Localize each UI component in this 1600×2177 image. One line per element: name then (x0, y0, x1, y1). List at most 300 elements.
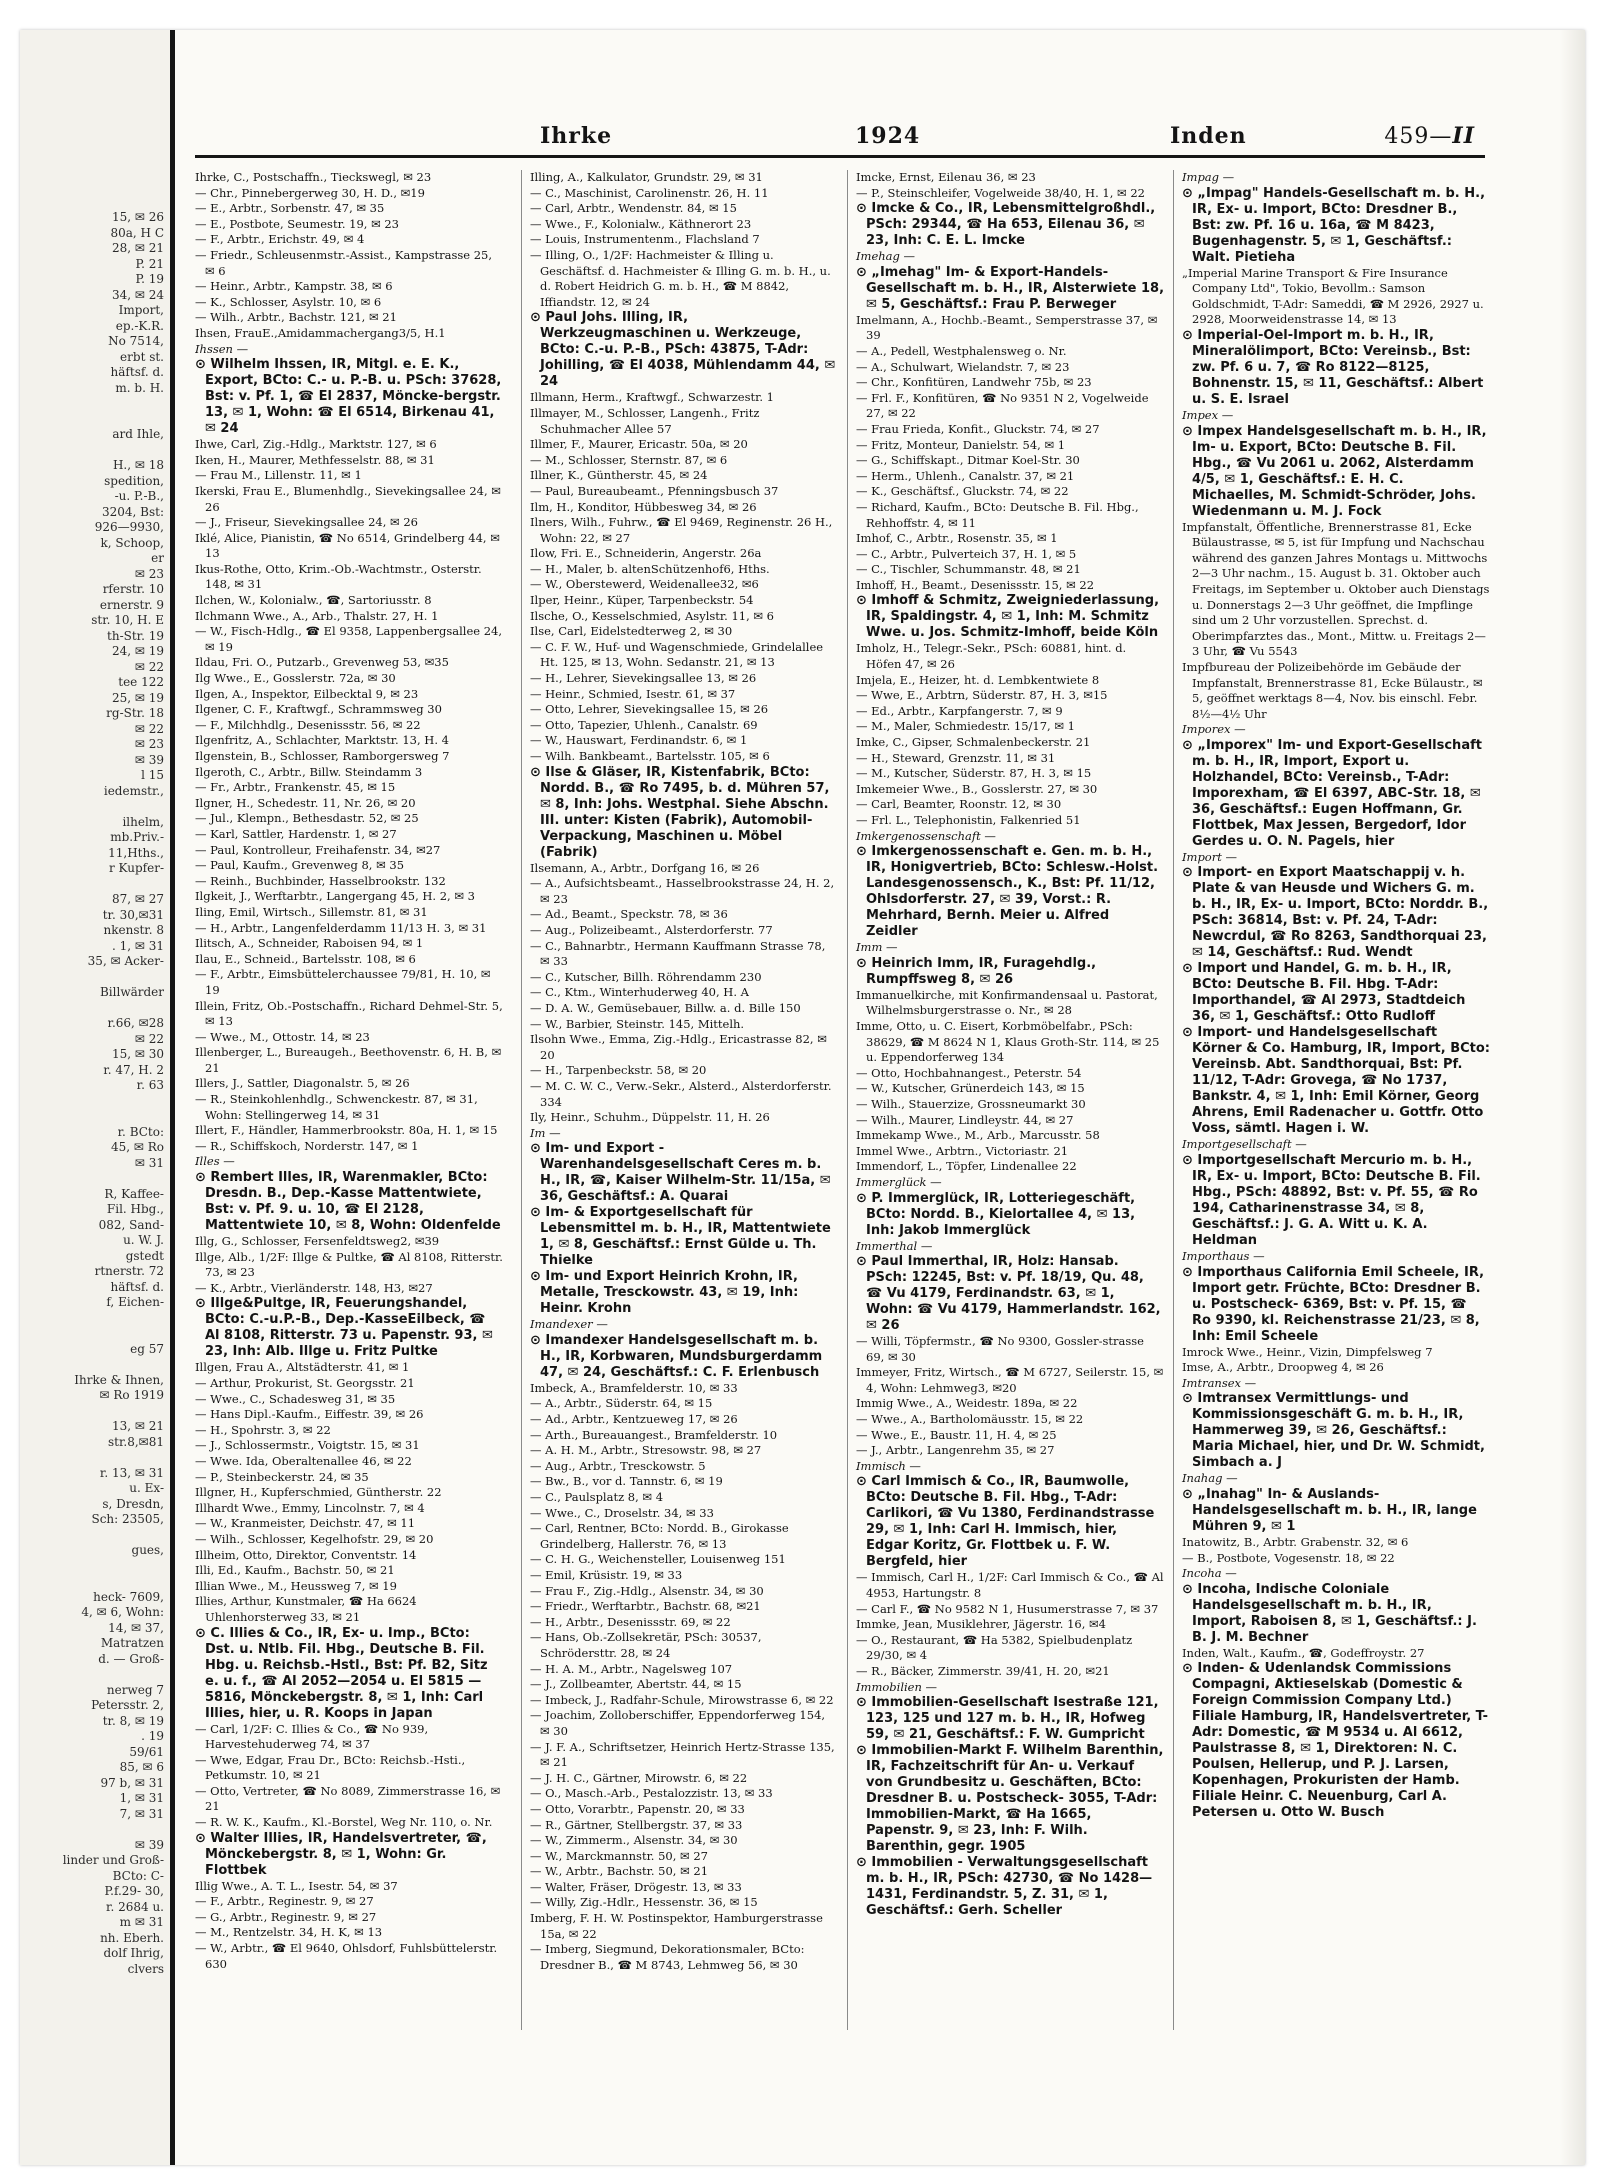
facing-page-fragment: ✉ Ro 1919 (99, 1388, 164, 1402)
page-edge-shadow (1560, 30, 1585, 2165)
directory-entry: — Wilh., Stauerzize, Grossneumarkt 30 (856, 1096, 1086, 1111)
directory-entry: — Carl, Beamter, Roonstr. 12, ✉ 30 (856, 797, 1062, 812)
directory-entry: Illert, F., Händler, Hammerbrookstr. 80a, H. 1, ✉ 15 (195, 1123, 498, 1138)
facing-page-fragment: Petersstr. 2, (91, 1698, 164, 1712)
directory-entry: — P., Steinbeckerstr. 24, ✉ 35 (195, 1469, 369, 1484)
guide-word-left: Ihrke (540, 123, 613, 149)
directory-entry: — Otto, Lehrer, Sievekingsallee 15, ✉ 26 (530, 702, 769, 717)
directory-entry: ⊙ Im- und Export - Warenhandelsgesellschaft Ceres m. b. H., IR, ☎, Kaiser Wilhelm-Str. 11/15a, ✉ 36, Geschäftsf.: A. Quarai (530, 1141, 831, 1205)
directory-entry: Ihssen — (195, 341, 249, 356)
directory-entry: — Walter, Fräser, Drögestr. 13, ✉ 33 (530, 1879, 742, 1894)
facing-page-fragment: r. 13, ✉ 31 (99, 1465, 164, 1480)
directory-entry: Ilow, Fri. E., Schneiderin, Angerstr. 26a (530, 546, 762, 561)
directory-entry: — Aug., Arbtr., Tresckowstr. 5 (530, 1458, 706, 1473)
directory-entry: ⊙ Incoha, Indische Coloniale Handelsgesellschaft m. b. H., IR, Import, Raboisen 8, ✉ 1, Geschäftsf.: J. B. J. M. Bechner (1182, 1581, 1477, 1645)
directory-entry: ⊙ Illge&Pultge, IR, Feuerungshandel, BCto: C.-u.P.-B., Dep.-KasseEilbeck, ☎ Al 8108, Ritterstr. 73 u. Papenstr. 93, ✉ 23, Inh: Alb. Illge u. Fritz Pultke (195, 1296, 493, 1360)
directory-entry: ⊙ P. Immerglück, IR, Lotteriegeschäft, BCto: Nordd. B., Kielortallee 4, ✉ 13, Inh: Jakob Immerglück (856, 1190, 1136, 1238)
facing-page-fragment: Sch: 23505, (91, 1512, 164, 1526)
directory-entry: Imke, C., Gipser, Schmalenbeckerstr. 21 (856, 735, 1091, 750)
facing-page-fragment: f, Eichen- (106, 1295, 164, 1309)
directory-column-4 (1173, 170, 1490, 2030)
directory-entry: Import — (1182, 849, 1238, 864)
directory-entry: — O., Restaurant, ☎ Ha 5382, Spielbudenplatz 29/30, ✉ 4 (856, 1632, 1133, 1663)
facing-page-fragment: tr. 30,✉31 (102, 907, 164, 922)
directory-entry: Ildau, Fri. O., Putzarb., Grevenweg 53, ✉35 (195, 655, 449, 670)
directory-entry: — Frau F., Zig.-Hdlg., Alsenstr. 34, ✉ 30 (530, 1583, 764, 1598)
directory-entry: — J., Zollbeamter, Abertstr. 44, ✉ 15 (530, 1677, 742, 1692)
directory-entry: Ilchen, W., Kolonialw., ☎, Sartoriusstr. 8 (195, 593, 432, 608)
directory-entry: ⊙ Imperial-Oel-Import m. b. H., IR, Mineralölimport, BCto: Vereinsb., Bst: zw. Pf. 6 u. 7, ☎ Ro 8122—8125, Bohnenstr. 15, ✉ 11, Geschäftsf.: Albert u. S. E. Israel (1182, 327, 1484, 407)
directory-entry: Illheim, Otto, Direktor, Conventstr. 14 (195, 1547, 417, 1562)
directory-entry: — H. A. M., Arbtr., Nagelsweg 107 (530, 1661, 733, 1676)
directory-entry: — Hans Dipl.-Kaufm., Eiffestr. 39, ✉ 26 (195, 1407, 424, 1422)
facing-page-fragment: str.8,✉81 (108, 1434, 164, 1449)
facing-page-fragment: 45, ✉ Ro (110, 1140, 164, 1154)
directory-entry: — E., Postbote, Seumestr. 19, ✉ 23 (195, 216, 399, 231)
facing-page-fragment: er (151, 551, 164, 565)
directory-entry: ⊙ „Inahag" In- & Auslands-Handelsgesellschaft m. b. H., IR, lange Mühren 9, ✉ 1 (1182, 1487, 1477, 1535)
directory-entry: Ilau, E., Schneid., Bartelsstr. 108, ✉ 6 (195, 951, 416, 966)
directory-entry: ⊙ Importgesellschaft Mercurio m. b. H., IR, Ex- u. Import, BCto: Deutsche B. Fil. Hbg., PSch: 48892, Bst: v. Pf. 55, ☎ Ro 194, Catharinenstrasse 34, ✉ 8, Geschäftsf.: J. G. A. Witt u. K. A. Heldman (1182, 1153, 1481, 1249)
directory-entry: — M., Maler, Schmiedestr. 15/17, ✉ 1 (856, 719, 1075, 734)
directory-entry: — W., Arbtr., Bachstr. 50, ✉ 21 (530, 1864, 709, 1879)
directory-entry: Illgner, H., Kupferschmied, Güntherstr. 22 (195, 1485, 442, 1500)
directory-entry: ⊙ Im- & Exportgesellschaft für Lebensmittel m. b. H., IR, Mattentwiete 1, ✉ 8, Geschäftsf.: Ernst Gülde u. Th. Thielke (530, 1205, 831, 1269)
facing-page-fragment: rtnerstr. 72 (94, 1264, 164, 1278)
directory-entry: — Emil, Krüsistr. 19, ✉ 33 (530, 1568, 683, 1582)
directory-entry: Imm — (856, 940, 898, 955)
facing-page-fragment (24, 1667, 164, 1683)
directory-entry: Immke, Jean, Musiklehrer, Jägerstr. 16, ✉4 (856, 1617, 1106, 1632)
directory-entry: Imkergenossenschaft — (856, 828, 996, 843)
directory-entry: — Paul, Kaufm., Grevenweg 8, ✉ 35 (195, 858, 405, 873)
directory-entry: — K., Schlosser, Asylstr. 10, ✉ 6 (195, 294, 382, 309)
directory-entry: Imkemeier Wwe., B., Gosslerstr. 27, ✉ 30 (856, 781, 1098, 796)
directory-entry: Impex — (1182, 407, 1234, 422)
facing-page-fragment: 7, ✉ 31 (119, 1806, 164, 1821)
facing-page-fragment: P. 21 (135, 256, 164, 271)
directory-entry: Ilm, H., Konditor, Hübbesweg 34, ✉ 26 (530, 499, 757, 514)
directory-entry: Imcke, Ernst, Eilenau 36, ✉ 23 (856, 170, 1036, 184)
facing-page-fragment: mb.Priv.- (110, 830, 164, 844)
directory-entry: Ihsen, FrauE.,Amidammachergang3/5, H.1 (195, 325, 446, 340)
directory-entry: — C., Ktm., Winterhuderweg 40, H. A (530, 985, 749, 1000)
directory-entry: Ilsche, O., Kesselschmied, Asylstr. 11, ✉ 6 (530, 608, 774, 623)
directory-entry: — Bw., B., vor d. Tannstr. 6, ✉ 19 (530, 1474, 723, 1489)
directory-entry: Imberg, F. H. W. Postinspektor, Hamburgerstrasse 15a, ✉ 22 (530, 1911, 823, 1941)
directory-entry: Ihwe, Carl, Zig.-Hdlg., Marktstr. 127, ✉ 6 (195, 437, 437, 452)
directory-entry: — A. H. M., Arbtr., Stresowstr. 98, ✉ 27 (530, 1443, 762, 1458)
facing-page-fragment: No 7514, (108, 334, 164, 348)
directory-entry: Ilgen, A., Inspektor, Eilbecktal 9, ✉ 23 (195, 686, 419, 701)
directory-entry: — M., Schlosser, Sternstr. 87, ✉ 6 (530, 452, 728, 467)
directory-entry: — W., Barbier, Steinstr. 145, Mittelh. (530, 1016, 745, 1031)
directory-entry: ⊙ „Imporex" Im- und Export-Gesellschaft m. b. H., IR, Import, Export u. Holzhandel, BCto: Vereinsb., T-Adr: Imporexham, ☎ El 6397, ABC-Str. 18, ✉ 36, Geschäftsf.: Eugen Hoffmann, Gr. Flottbek, Max Jessen, Bergedorf, Idor Gerdes u. O. N. Pagels, hier (1182, 737, 1482, 849)
facing-page-fragment: eg 57 (130, 1341, 164, 1356)
facing-page-fragment: nkenstr. 8 (103, 923, 164, 937)
directory-entry: — C. H. G., Weichensteller, Louisenweg 151 (530, 1552, 786, 1567)
directory-entry: — C., Arbtr., Pulverteich 37, H. 1, ✉ 5 (856, 546, 1077, 561)
facing-page-fragment: ✉ 22 (134, 1031, 164, 1046)
directory-entry: — M., Kutscher, Süderstr. 87, H. 3, ✉ 15 (856, 766, 1092, 781)
directory-entry: — Ad., Beamt., Speckstr. 78, ✉ 36 (530, 907, 728, 922)
directory-entry: — H., Spohrstr. 3, ✉ 22 (195, 1422, 331, 1437)
facing-page-fragment (24, 1326, 164, 1342)
facing-page-fragment: rferstr. 10 (102, 582, 164, 596)
directory-entry: — C., Bahnarbtr., Hermann Kauffmann Strasse 78, ✉ 33 (530, 938, 826, 969)
directory-entry: Importgesellschaft — (1182, 1137, 1307, 1152)
facing-page-fragment: rg-Str. 18 (106, 706, 164, 720)
facing-page-fragment: nh. Eberh. (100, 1930, 164, 1945)
directory-entry: — Aug., Polizeibeamt., Alsterdorferstr. 77 (530, 922, 773, 937)
directory-entry: Immel Wwe., Arbtrn., Victoriastr. 21 (856, 1143, 1069, 1158)
directory-entry: Ihrke, C., Postschaffn., Tieckswegl, ✉ 23 (195, 170, 432, 184)
directory-entry: — K., Arbtr., Vierländerstr. 148, H3, ✉27 (195, 1280, 433, 1295)
directory-entry: Immeyer, Fritz, Wirtsch., ☎ M 6727, Seilerstr. 15, ✉ 4, Wohn: Lehmweg3, ✉20 (856, 1365, 1164, 1395)
facing-page-fragment: . 1, ✉ 31 (111, 938, 164, 953)
directory-entry: — Louis, Instrumentenm., Flachsland 7 (530, 232, 760, 247)
facing-page-fragment: 15, ✉ 30 (111, 1047, 164, 1061)
facing-page-fragment: iedemstr., (103, 783, 164, 798)
directory-entry: — Frau M., Lillenstr. 11, ✉ 1 (195, 468, 362, 483)
directory-entry: — C., Kutscher, Billh. Röhrendamm 230 (530, 969, 762, 984)
directory-entry: Imme, Otto, u. C. Eisert, Korbmöbelfabr., PSch: 38629, ☎ M 8624 N 1, Klaus Groth-Str. 114, ✉ 25 u. Eppendorferweg 134 (856, 1018, 1160, 1065)
directory-entry: — Wwe., F., Kolonialw., Käthnerort 23 (530, 216, 752, 231)
facing-page-fragment (24, 396, 164, 412)
directory-entry: — A., Schulwart, Wielandstr. 7, ✉ 23 (856, 359, 1070, 374)
facing-page-fragment: häftsf. d. (110, 1279, 164, 1294)
directory-entry: — W., Marckmannstr. 50, ✉ 27 (530, 1848, 708, 1863)
directory-entry: — A., Aufsichtsbeamt., Hasselbrookstrasse 24, H. 2, ✉ 23 (530, 876, 835, 906)
directory-entry: — J. F. A., Schriftsetzer, Heinrich Hertz-Strasse 135, ✉ 21 (530, 1739, 835, 1770)
directory-entry: Impfbureau der Polizeibehörde im Gebäude der Impfanstalt, Brennerstrasse 81, Ecke Bülaustr., ✉ 5, geöffnet werktags 8—4, Nov. bis einschl. Febr. 8½—4½ Uhr (1182, 659, 1483, 721)
facing-page-fragment: dolf Ihrig, (103, 1946, 164, 1960)
facing-page-fragment: tr. 8, ✉ 19 (102, 1713, 164, 1728)
facing-page-fragment (24, 1171, 164, 1187)
directory-entry: Imbeck, A., Bramfelderstr. 10, ✉ 33 (530, 1380, 738, 1395)
directory-entry: — Frl. L., Telephonistin, Falkenried 51 (856, 813, 1081, 827)
facing-page-fragment: str. 10, H. E (91, 613, 164, 627)
directory-entry: Impfanstalt, Öffentliche, Brennerstrasse 81, Ecke Bülaustrasse, ✉ 5, ist für Impfung und Nachschau während des ganzen Jahres Montags u. Mittwochs 2—3 Uhr nachm., 15. August b. 31. Oktober auch Freitags, im September u. Oktober auch Dienstags u. Donnerstags 2—3 Uhr geöffnet, die Impflinge sind um 2 Uhr vorzustellen. Sprechst. d. Oberimpfarztes das., Mont., Mittw. u. Freitags 2—3 Uhr, ☎ Vu 5543 (1182, 519, 1490, 659)
directory-entry: Illein, Fritz, Ob.-Postschaffn., Richard Dehmel-Str. 5, ✉ 13 (195, 998, 503, 1029)
directory-entry: Imse, A., Arbtr., Droopweg 4, ✉ 26 (1182, 1360, 1384, 1375)
directory-entry: Imhoff, H., Beamt., Desenissstr. 15, ✉ 22 (856, 577, 1095, 592)
directory-entry: — J., Schlossermstr., Voigtstr. 15, ✉ 31 (195, 1438, 420, 1453)
directory-entry: Illi, Ed., Kaufm., Bachstr. 50, ✉ 21 (195, 1563, 395, 1578)
facing-page-fragment: ep.-K.R. (115, 318, 164, 333)
directory-entry: Ilgkeit, J., Werftarbtr., Langergang 45, H. 2, ✉ 3 (195, 889, 475, 904)
directory-entry: — Chr., Pinnebergerweg 30, H. D., ✉19 (195, 185, 425, 200)
directory-entry: Immekamp Wwe., M., Arb., Marcusstr. 58 (856, 1128, 1100, 1143)
facing-page-fragment: 13, ✉ 21 (111, 1419, 164, 1433)
facing-page-fragment: Fil. Hbg., (106, 1202, 164, 1216)
directory-entry: ⊙ Paul Johs. Illing, IR, Werkzeugmaschinen u. Werkzeuge, BCto: C.-u. P.-B., PSch: 43875, T-Adr: Johilling, ☎ El 4038, Mühlendamm 44, ✉ 24 (530, 310, 836, 390)
directory-entry: — Hans, Ob.-Zollsekretär, PSch: 30537, Schrödersttr. 28, ✉ 24 (530, 1630, 762, 1660)
facing-page-fragment: r. BCto: (117, 1124, 164, 1139)
facing-page-fragment: ✉ 22 (134, 721, 164, 736)
facing-page-fragment: heck- 7609, (93, 1589, 164, 1604)
directory-entry: ⊙ Paul Immerthal, IR, Holz: Hansab. PSch: 12245, Bst: v. Pf. 18/19, Qu. 48, ☎ Vu 4179, Ferdinandstr. 63, ✉ 1, Wohn: ☎ Vu 4179, Hammerlandstr. 162, ✉ 26 (856, 1254, 1161, 1334)
directory-entry: — M. C. W. C., Verw.-Sekr., Alsterd., Alsterdorferstr. 334 (530, 1078, 832, 1109)
facing-page-fragment: 082, Sand- (98, 1217, 164, 1232)
directory-entry: — W., Oberstewerd, Weidenallee32, ✉6 (530, 577, 759, 592)
facing-page-fragment (24, 1311, 164, 1327)
directory-entry: ⊙ Rembert Illes, IR, Warenmakler, BCto: Dresdn. B., Dep.-Kasse Mattentwiete, Bst: v. Pf. 9. u. 10, ☎ El 2128, Mattentwiete 10, ✉ 8, Wohn: Oldenfelde (195, 1170, 501, 1234)
directory-entry: — H., Steward, Grenzstr. 11, ✉ 31 (856, 750, 1056, 765)
facing-page-fragment (24, 1001, 164, 1017)
directory-entry: — Ad., Arbtr., Kentzueweg 17, ✉ 26 (530, 1412, 738, 1427)
directory-entry: — Ed., Arbtr., Karpfangerstr. 7, ✉ 9 (856, 703, 1063, 718)
directory-entry: — Wilh., Maurer, Lindleystr. 44, ✉ 27 (856, 1112, 1074, 1127)
facing-page-fragment: tee 122 (118, 675, 164, 689)
directory-entry: — Wilh., Schlosser, Kegelhofstr. 29, ✉ 20 (195, 1531, 434, 1546)
directory-entry: — Herm., Uhlenh., Canalstr. 37, ✉ 21 (856, 468, 1075, 483)
facing-page-fragment: ✉ 23 (134, 566, 164, 581)
year-label: 1924 (855, 123, 921, 149)
page-part: II (1452, 123, 1475, 149)
directory-entry: — Paul, Kontrolleur, Freihafenstr. 34, ✉27 (195, 842, 441, 857)
directory-entry: ⊙ Heinrich Imm, IR, Furagehdlg., Rumpffsweg 8, ✉ 26 (856, 955, 1097, 987)
facing-page-fragments (24, 210, 164, 1977)
directory-entry: Ilitsch, A., Schneider, Raboisen 94, ✉ 1 (195, 936, 424, 951)
directory-entry: Importhaus — (1182, 1249, 1265, 1264)
facing-page-fragment (24, 1094, 164, 1110)
directory-entry: — Imbeck, J., Radfahr-Schule, Mirowstrasse 6, ✉ 22 (530, 1692, 834, 1707)
directory-entry: — Wwe. Ida, Oberaltenallee 46, ✉ 22 (195, 1453, 412, 1468)
directory-entry: Ilgener, C. F., Kraftwgf., Schrammsweg 30 (195, 702, 442, 717)
directory-entry: Illner, K., Güntherstr. 45, ✉ 24 (530, 468, 708, 483)
directory-entry: — H., Maler, b. altenSchützenhof6, Hths. (530, 561, 770, 576)
facing-page-fragment: 35, ✉ Acker- (87, 954, 164, 968)
facing-page-fragment (24, 1559, 164, 1575)
directory-entry: — Wwe., A., Bartholomäusstr. 15, ✉ 22 (856, 1412, 1084, 1427)
directory-entry: Immig Wwe., A., Weidestr. 189a, ✉ 22 (856, 1396, 1078, 1411)
directory-entry: — Heinr., Arbtr., Kampstr. 38, ✉ 6 (195, 279, 393, 294)
directory-entry: Inden, Walt., Kaufm., ☎, Godeffroystr. 27 (1182, 1645, 1425, 1660)
directory-entry: Illmann, Herm., Kraftwgf., Schwarzestr. 1 (530, 390, 774, 405)
directory-entry: — H., Arbtr., Langenfelderdamm 11/13 H. 3, ✉ 31 (195, 920, 487, 935)
directory-entry: — Carl, Arbtr., Wendenstr. 84, ✉ 15 (530, 201, 737, 216)
directory-entry: ⊙ Immobilien-Markt F. Wilhelm Barenthin, IR, Fachzeitschrift für An- u. Verkauf von Grundbesitz u. Geschäften, BCto: Dresdner B. u. Postscheck- 3055, T-Adr: Immobilien-Markt, ☎ Ha 1665, Papenstr. 9, ✉ 23, Inh: F. Wilh. Barenthin, gegr. 1905 (856, 1743, 1164, 1855)
directory-entry: — A., Pedell, Westphalensweg o. Nr. (856, 343, 1067, 358)
facing-page-fragment: 926—9930, (94, 520, 164, 534)
directory-entry: — Otto, Vertreter, ☎ No 8089, Zimmerstrasse 16, ✉ 21 (195, 1783, 501, 1814)
directory-entry: — Richard, Kaufm., BCto: Deutsche B. Fil. Hbg., Rehhoffstr. 4, ✉ 11 (856, 499, 1139, 530)
directory-entry: ⊙ Walter Illies, IR, Handelsvertreter, ☎, Mönckebergstr. 8, ✉ 1, Wohn: Gr. Flottbek (195, 1830, 487, 1878)
facing-page-fragment: erbt st. (120, 349, 164, 364)
directory-entry: — Chr., Konfitüren, Landwehr 75b, ✉ 23 (856, 375, 1092, 390)
facing-page-fragment (24, 799, 164, 815)
directory-entry: Ilsohn Wwe., Emma, Zig.-Hdlg., Ericastrasse 82, ✉ 20 (530, 1032, 827, 1062)
directory-entry: — Illing, O., 1/2F: Hachmeister & Illing u. Geschäftsf. d. Hachmeister & Illing G. m. b. H., u. d. Robert Heidrich G. m. b. H., ☎ M 8842, Iffiandstr. 12, ✉ 24 (530, 247, 831, 309)
facing-page-fragment: H., ✉ 18 (112, 458, 164, 472)
directory-entry: Immanuelkirche, mit Konfirmandensaal u. Pastorat, Wilhelmsburgerstrasse o. Nr., ✉ 28 (856, 987, 1158, 1018)
facing-page-fragment (24, 877, 164, 893)
directory-entry: — C., Maschinist, Carolinenstr. 26, H. 11 (530, 185, 769, 200)
facing-page-fragment: 59/61 (129, 1744, 164, 1759)
facing-page-fragment: th-Str. 19 (107, 628, 164, 643)
directory-entry: Immendorf, L., Töpfer, Lindenallee 22 (856, 1159, 1077, 1174)
directory-entry: — F., Arbtr., Reginestr. 9, ✉ 27 (195, 1894, 374, 1909)
directory-entry: — Wwe., E., Baustr. 11, H. 4, ✉ 25 (856, 1427, 1057, 1442)
directory-entry: — F., Arbtr., Eimsbüttelerchaussee 79/81, H. 10, ✉ 19 (195, 967, 491, 997)
directory-entry: Immerglück — (856, 1174, 942, 1189)
directory-entry: Imporex — (1182, 722, 1246, 737)
facing-page-fragment: ernerstr. 9 (99, 597, 164, 612)
facing-page-fragment: gstedt (125, 1248, 164, 1263)
facing-page-fragment: l 15 (141, 768, 164, 782)
facing-page-fragment: m. b. H. (115, 380, 164, 395)
directory-entry: — C. F. W., Huf- und Wagenschmiede, Grindelallee Ht. 125, ✉ 13, Wohn. Sedanstr. 21, ✉ 13 (530, 639, 824, 670)
directory-entry: — J., Friseur, Sievekingsallee 24, ✉ 26 (195, 515, 418, 530)
directory-entry: ⊙ Immobilien - Verwaltungsgesellschaft m. b. H., IR, PSch: 42730, ☎ No 1428—1431, Ferdinandstr. 5, Z. 31, ✉ 1, Geschäftsf.: Gerh. Scheller (856, 1855, 1153, 1919)
directory-entry: — J., Arbtr., Langenrehm 35, ✉ 27 (856, 1443, 1055, 1458)
directory-entry: — Immisch, Carl H., 1/2F: Carl Immisch & Co., ☎ Al 4953, Hartungstr. 8 (856, 1570, 1164, 1601)
facing-page-fragment: ✉ 22 (134, 659, 164, 674)
directory-entry: — Imberg, Siegmund, Dekorationsmaler, BCto: Dresdner B., ☎ M 8743, Lehmweg 56, ✉ 30 (530, 1942, 805, 1972)
directory-column-3 (847, 170, 1164, 2030)
directory-entry: Iken, H., Maurer, Methfesselstr. 88, ✉ 31 (195, 452, 435, 467)
directory-entry: — W., Fisch-Hdlg., ☎ El 9358, Lappenbergsallee 24, ✉ 19 (195, 624, 503, 654)
directory-entry: — Wwe, Edgar, Frau Dr., BCto: Reichsb.-Hsti., Petkumstr. 10, ✉ 21 (195, 1752, 466, 1783)
directory-entry: Ilse, Carl, Eidelstedterweg 2, ✉ 30 (530, 624, 733, 639)
directory-entry: — Wilh. Bankbeamt., Bartelsstr. 105, ✉ 6 (530, 749, 770, 763)
directory-entry: Illge, Alb., 1/2F: Illge & Pultke, ☎ Al 8108, Ritterstr. 73, ✉ 23 (195, 1249, 503, 1280)
directory-entry: Iklé, Alice, Pianistin, ☎ No 6514, Grindelberg 44, ✉ 13 (195, 530, 500, 561)
facing-page-fragment: Import, (118, 303, 164, 317)
directory-entry: ⊙ Immobilien-Gesellschaft Isestraße 121, 123, 125 und 127 m. b. H., IR, Hofweg 59, ✉ 21, Geschäftsf.: F. W. Gumpricht (856, 1695, 1159, 1743)
directory-entry: — M., Rentzelstr. 34, H. K, ✉ 13 (195, 1925, 383, 1940)
directory-entry: — Carl, Rentner, BCto: Nordd. B., Girokasse Grindelberg, Hallerstr. 76, ✉ 13 (530, 1521, 789, 1551)
directory-entry: ⊙ Wilhelm Ihssen, IR, Mitgl. e. E. K., Export, BCto: C.- u. P.-B. u. PSch: 37628, Bst: v. Pf. 1, ☎ El 2837, Möncke-bergstr. 13, ✉ 1, Wohn: ☎ El 6514, Birkenau 41, ✉ 24 (195, 357, 502, 437)
directory-entry: Illmayer, M., Schlosser, Langenh., Fritz Schuhmacher Allee 57 (530, 405, 760, 436)
facing-page-fragment: gues, (131, 1543, 164, 1557)
facing-page-fragment: u. Ex- (129, 1481, 164, 1495)
directory-entry: — Reinh., Buchbinder, Hasselbrookstr. 132 (195, 873, 446, 888)
directory-entry: ⊙ Imandexer Handelsgesellschaft m. b. H., IR, Korbwaren, Mundsburgerdamm 47, ✉ 24, Geschäftsf.: C. F. Erlenbusch (530, 1332, 823, 1380)
directory-entry: — Karl, Sattler, Hardenstr. 1, ✉ 27 (195, 826, 397, 841)
directory-entry: — Wwe., C., Schadesweg 31, ✉ 35 (195, 1391, 396, 1406)
facing-page-fragment (24, 1404, 164, 1420)
directory-entry: — Carl, 1/2F: C. Illies & Co., ☎ No 939, Harvestehuderweg 74, ✉ 37 (195, 1721, 429, 1752)
directory-entry: Ilgner, H., Schedestr. 11, Nr. 26, ✉ 20 (195, 795, 416, 810)
directory-entry: Illhardt Wwe., Emmy, Lincolnstr. 7, ✉ 4 (195, 1500, 425, 1515)
directory-entry: ⊙ Imtransex Vermittlungs- und Kommissionsgeschäft G. m. b. H., IR, Hammerweg 39, ✉ 26, Geschäftsf.: Maria Michael, hier, und Dr. W. Schmidt, Simbach a. J (1182, 1391, 1485, 1471)
facing-page-fragment: ✉ 39 (134, 1837, 164, 1852)
directory-entry: — C., Paulsplatz 8, ✉ 4 (530, 1490, 664, 1505)
directory-entry: — H., Lehrer, Sievekingsallee 13, ✉ 26 (530, 671, 757, 686)
directory-entry: ⊙ „Imehag" Im- & Export-Handels-Gesellschaft m. b. H., IR, Alsterwiete 18, ✉ 5, Geschäftsf.: Frau P. Berweger (856, 264, 1164, 312)
facing-page-fragment: u. W. J. (123, 1233, 164, 1247)
directory-entry: ⊙ „Impag" Handels-Gesellschaft m. b. H., IR, Ex- u. Import, BCto: Dresdner B., Bst: zw. Pf. 16 u. 16a, ☎ M 8423, Bugenhagenstr. 5, ✉ 1, Geschäftsf.: Walt. Pietieha (1182, 185, 1486, 265)
facing-page-fragment: 14, ✉ 37, (108, 1620, 164, 1635)
directory-entry: Immobilien — (856, 1679, 938, 1694)
directory-entry: — Friedr., Werftarbtr., Bachstr. 68, ✉21 (530, 1599, 761, 1614)
facing-page-fragment: 15, ✉ 26 (111, 210, 164, 224)
facing-page-fragment: Matratzen (100, 1636, 164, 1650)
directory-entry: Imholz, H., Telegr.-Sekr., PSch: 60881, hint. d. Höfen 47, ✉ 26 (856, 641, 1127, 672)
directory-entry: Immerthal — (856, 1238, 933, 1253)
directory-entry: Iling, Emil, Wirtsch., Sillemstr. 81, ✉ 31 (195, 904, 428, 919)
directory-entry: Im — (530, 1125, 561, 1140)
directory-entry: — W., Hauswart, Ferdinandstr. 6, ✉ 1 (530, 733, 748, 748)
directory-entry: Ilsemann, A., Arbtr., Dorfgang 16, ✉ 26 (530, 860, 760, 875)
directory-entry: Imelmann, A., Hochb.-Beamt., Semperstrasse 37, ✉ 39 (856, 312, 1158, 343)
directory-entry: Ilg Wwe., E., Gosslerstr. 72a, ✉ 30 (195, 671, 396, 686)
facing-page-fragment: 80a, H C (110, 225, 164, 240)
directory-entry: — G., Schiffskapt., Ditmar Koel-Str. 30 (856, 453, 1080, 468)
facing-page-fragment (24, 1357, 164, 1373)
directory-entry: — E., Arbtr., Sorbenstr. 47, ✉ 35 (195, 201, 385, 216)
facing-page-fragment: ✉ 31 (134, 1155, 164, 1170)
directory-entry: Ilners, Wilh., Fuhrw., ☎ El 9469, Reginenstr. 26 H., Wohn: 22, ✉ 27 (530, 515, 833, 545)
facing-page-fragment: 97 b, ✉ 31 (100, 1775, 164, 1790)
directory-entry: Illgen, Frau A., Altstädterstr. 41, ✉ 1 (195, 1360, 410, 1375)
directory-entry: Illes — (195, 1154, 235, 1169)
directory-entry: — Paul, Bureaubeamt., Pfenningsbusch 37 (530, 483, 779, 498)
directory-entry: ⊙ Import und Handel, G. m. b. H., IR, BCto: Deutsche B. Fil. Hbg. T-Adr: Importhandel, ☎ Al 2973, Stadtdeich 36, ✉ 1, Geschäftsf.: Otto Rudloff (1182, 961, 1466, 1025)
facing-page-fragment (24, 412, 164, 428)
directory-entry: Illian Wwe., M., Heussweg 7, ✉ 19 (195, 1578, 397, 1593)
running-head (195, 115, 1485, 158)
directory-entry: — Wwe, E., Arbtrn, Süderstr. 87, H. 3, ✉15 (856, 688, 1108, 703)
facing-page-fragment: häftsf. d. (110, 365, 164, 379)
directory-entry: — Fritz, Monteur, Danielstr. 54, ✉ 1 (856, 437, 1066, 452)
page-number-value: 459 (1384, 124, 1430, 149)
facing-page-fragment: 87, ✉ 27 (111, 892, 164, 906)
directory-entry: — R., Steinkohlenhdlg., Schwenckestr. 87, ✉ 31, Wohn: Stellingerweg 14, ✉ 31 (195, 1092, 478, 1122)
directory-entry: Ikus-Rothe, Otto, Krim.-Ob.-Wachtmstr., Osterstr. 148, ✉ 31 (195, 561, 482, 592)
directory-entry: ⊙ Import- und Handelsgesellschaft Körner & Co. Hamburg, IR, Import, BCto: Vereinsb. Abt. Sandthorquai, Bst: Pf. 11/12, T-Adr: Grovega, ☎ No 1737, Bankstr. 4, ✉ 1, Inh: Emil Körner, Georg Ahrens, Emil Radenacher u. Gottfr. Otto Voss, sämtl. Hagen i. W. (1182, 1025, 1490, 1137)
directory-entry: — Joachim, Zolloberschiffer, Eppendorferweg 154, ✉ 30 (530, 1708, 826, 1738)
page-number: 459—II (1384, 123, 1475, 149)
facing-page-fragment: 1, ✉ 31 (119, 1791, 164, 1805)
directory-entry: — C., Tischler, Schummanstr. 48, ✉ 21 (856, 562, 1081, 577)
directory-columns (195, 170, 1495, 2030)
facing-page-fragment: 34, ✉ 24 (111, 287, 164, 302)
directory-entry: — Willy, Zig.-Hdlr., Hessenstr. 36, ✉ 15 (530, 1895, 758, 1910)
directory-entry: Incoha — (1182, 1566, 1237, 1581)
directory-entry: — R., Bäcker, Zimmerstr. 39/41, H. 20, ✉21 (856, 1664, 1110, 1678)
directory-entry: Illies, Arthur, Kunstmaler, ☎ Ha 6624 Uhlenhorsterweg 33, ✉ 21 (195, 1594, 417, 1624)
directory-entry: Ilgenstein, B., Schlosser, Ramborgersweg 7 (195, 749, 450, 763)
facing-page-fragment: ✉ 23 (134, 737, 164, 751)
directory-entry: Imandexer — (530, 1317, 608, 1332)
directory-entry: Ily, Heinr., Schuhm., Düppelstr. 11, H. 26 (530, 1110, 770, 1125)
directory-entry: — Arthur, Prokurist, St. Georgsstr. 21 (195, 1376, 415, 1390)
directory-entry: Illmer, F., Maurer, Ericastr. 50a, ✉ 20 (530, 437, 748, 452)
facing-page-fragment: ard Ihle, (112, 427, 164, 441)
directory-entry: — P., Steinschleifer, Vogelweide 38/40, H. 1, ✉ 22 (856, 185, 1145, 200)
directory-entry: — D. A. W., Gemüsebauer, Billw. a. d. Bille 150 (530, 1000, 801, 1015)
directory-entry: — Fr., Arbtr., Frankenstr. 45, ✉ 15 (195, 780, 396, 795)
facing-page-fragment: nerweg 7 (106, 1682, 164, 1697)
directory-entry: — F., Milchhdlg., Desenissstr. 56, ✉ 22 (195, 717, 421, 732)
directory-column-1 (195, 170, 503, 2030)
facing-page-fragment (24, 1528, 164, 1544)
directory-entry: Inahag — (1182, 1471, 1238, 1486)
facing-page-fragment: spedition, (104, 473, 164, 488)
directory-entry: ⊙ Im- und Export Heinrich Krohn, IR, Metalle, Tresckowstr. 43, ✉ 19, Inh: Heinr. Krohn (530, 1269, 799, 1317)
directory-entry: Impag — (1182, 170, 1235, 184)
directory-entry: Imrock Wwe., Heinr., Vizin, Dimpfelsweg 7 (1182, 1344, 1433, 1359)
directory-entry: ⊙ Imkergenossenschaft e. Gen. m. b. H., IR, Honigvertrieb, BCto: Schlesw.-Holst. Landesgenossensch., K., Bst: Pf. 11/12, Ohlsdorferstr. 27, ✉ 39, Vorst.: R. Mehrhard, Bernh. Meier u. Alfred Zeidler (856, 844, 1159, 940)
directory-entry: Illing, A., Kalkulator, Grundstr. 29, ✉ 31 (530, 170, 763, 184)
directory-entry: ⊙ Carl Immisch & Co., IR, Baumwolle, BCto: Deutsche B. Fil. Hbg., T-Adr: Carlikori, ☎ Vu 1380, Ferdinandstrasse 29, ✉ 1, Inh: Carl H. Immisch, hier, Edgar Koritz, Gr. Flottbek u. F. W. Bergfeld, hier (856, 1474, 1155, 1570)
directory-entry: — B., Postbote, Vogesenstr. 18, ✉ 22 (1182, 1550, 1395, 1565)
directory-entry: Imjela, E., Heizer, ht. d. Lembkentwiete 8 (856, 672, 1100, 687)
directory-entry: ⊙ Import- en Export Maatschappij v. h. Plate & van Heusde und Wichers G. m. b. H., IR, Ex- u. Import, BCto: Norddr. B., PSch: 36814, Bst: v. Pf. 24, T-Adr: Newcrdul, ☎ Ro 8263, Sandthorquai 23, ✉ 14, Geschäftsf.: Rud. Wendt (1182, 865, 1489, 961)
